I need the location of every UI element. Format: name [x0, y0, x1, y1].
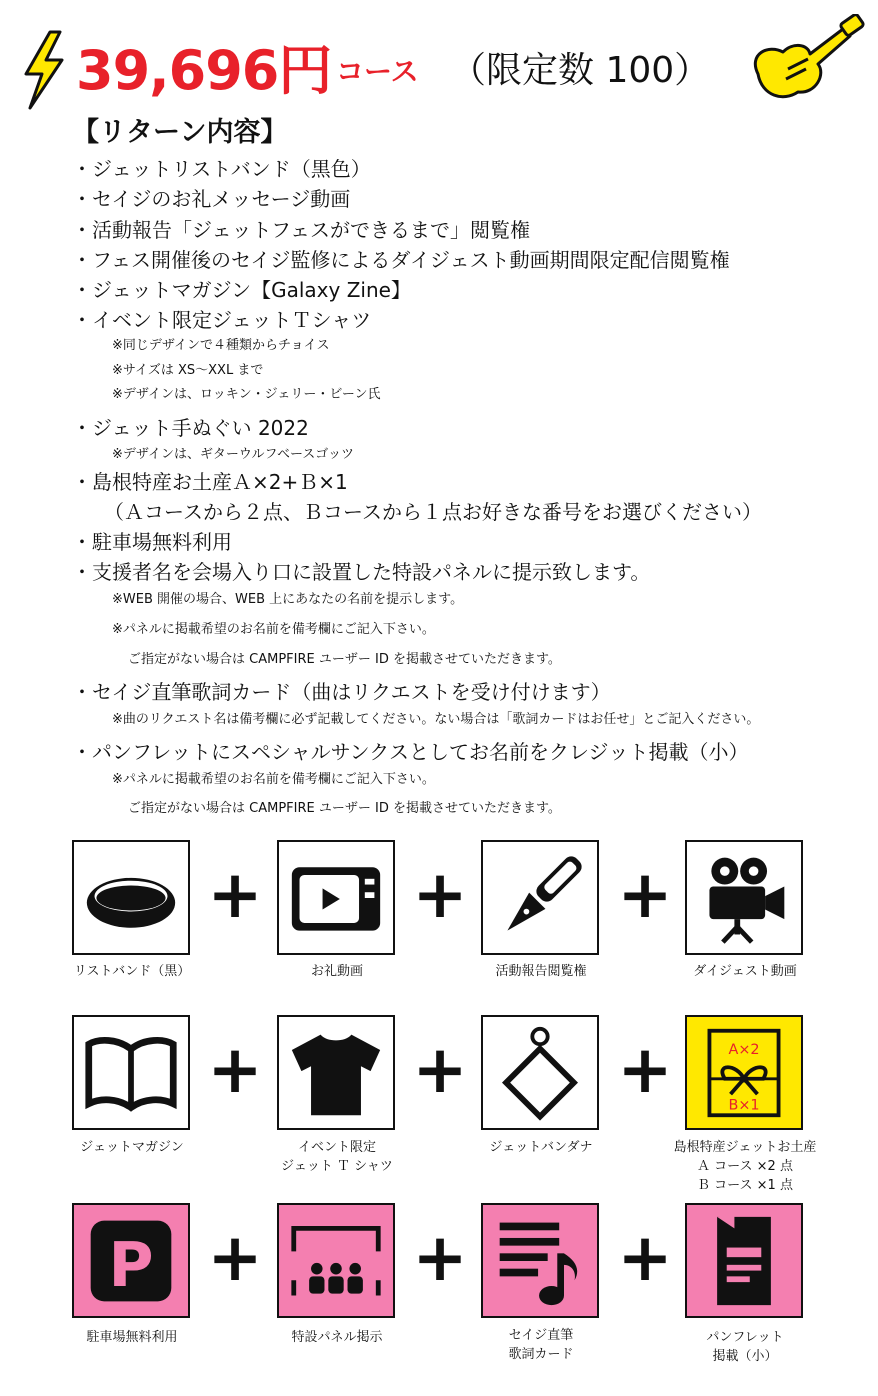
return-item: ・島根特産お土産Ａ×2+Ｂ×1 — [72, 470, 348, 494]
plus-sign: + — [617, 1031, 673, 1108]
plus-sign: + — [207, 856, 263, 933]
limit-count: （限定数 100） — [450, 50, 711, 91]
wristband-tile — [72, 840, 190, 955]
tshirt-tile — [277, 1015, 395, 1130]
return-item: ・パンフレットにスペシャルサンクスとしてお名前をクレジット掲載（小） — [72, 740, 749, 764]
movie-camera-icon — [696, 850, 792, 946]
lightning-icon — [20, 30, 68, 110]
tile-caption: セイジ直筆 歌詞カード — [508, 1328, 574, 1362]
note: ※同じデザインで４種類からチョイス — [112, 338, 330, 353]
note: ※パネルに掲載希望のお名前を備考欄にご記入下さい。 — [112, 772, 435, 787]
guitar-icon — [748, 14, 868, 104]
tile-caption: ダイジェスト動画 — [693, 964, 797, 979]
plus-sign: + — [412, 856, 468, 933]
tile-caption: ジェットマガジン — [80, 1140, 184, 1155]
plus-sign: + — [207, 1219, 263, 1296]
parking-letter: P — [108, 1229, 154, 1301]
bandana-tile — [481, 1015, 599, 1130]
section-title: 【リターン内容】 — [72, 117, 288, 148]
note: （Ａコースから２点、Ｂコースから１点お好きな番号をお選びください） — [104, 500, 762, 524]
video-icon — [288, 850, 384, 946]
return-item: ・ジェット手ぬぐい 2022 — [72, 416, 309, 440]
gift-icon — [696, 1025, 792, 1121]
return-item: ・セイジのお礼メッセージ動画 — [72, 187, 351, 211]
tile-caption: 駐車場無料利用 — [86, 1330, 178, 1345]
bandana-icon — [492, 1025, 588, 1121]
report-tile — [481, 840, 599, 955]
magazine-icon — [83, 1025, 179, 1121]
lyrics-tile — [481, 1203, 599, 1318]
plus-sign: + — [412, 1219, 468, 1296]
tile-caption: リストバンド（黒） — [73, 964, 191, 979]
return-item: ・活動報告「ジェットフェスができるまで」閲覧権 — [72, 218, 530, 242]
plus-sign: + — [617, 1219, 673, 1296]
note: ※WEB 開催の場合、WEB 上にあなたの名前を提示します。 — [112, 592, 464, 607]
video-tile — [277, 840, 395, 955]
parking-tile — [72, 1203, 190, 1318]
tile-caption: お礼動画 — [310, 964, 363, 979]
note: ※サイズは XS〜XXL まで — [112, 363, 264, 378]
tile-caption: ジェットバンダナ — [489, 1140, 593, 1155]
gift-a-label: A×2 — [728, 1041, 760, 1058]
tile-caption: イベント限定 ジェット Ｔ シャツ — [281, 1140, 393, 1174]
lyrics-card-icon — [492, 1213, 588, 1309]
course-label: コース — [336, 55, 419, 88]
note: ※パネルに掲載希望のお名前を備考欄にご記入下さい。 — [112, 622, 435, 637]
pamphlet-icon — [696, 1213, 792, 1309]
wristband-icon — [83, 850, 179, 946]
return-item: ・駐車場無料利用 — [72, 530, 232, 554]
digest-tile — [685, 840, 803, 955]
magazine-tile — [72, 1015, 190, 1130]
tile-caption: 活動報告閲覧権 — [495, 964, 587, 979]
return-item: ・支援者名を会場入り口に設置した特設パネルに提示致します。 — [72, 560, 651, 584]
panel-icon — [288, 1213, 384, 1309]
tile-caption: 特設パネル掲示 — [291, 1330, 383, 1345]
tile-caption: パンフレット 掲載（小） — [706, 1330, 784, 1364]
return-item: ・ジェットマガジン【Galaxy Zine】 — [72, 278, 411, 302]
return-item: ・セイジ直筆歌詞カード（曲はリクエストを受け付けます） — [72, 680, 611, 704]
return-item: ・ジェットリストバンド（黒色） — [72, 157, 371, 181]
panel-tile — [277, 1203, 395, 1318]
souvenir-tile — [685, 1015, 803, 1130]
plus-sign: + — [617, 856, 673, 933]
note: ※デザインは、ギターウルフベースゴッツ — [112, 447, 355, 462]
note: ご指定がない場合は CAMPFIRE ユーザー ID を掲載させていただきます。 — [128, 801, 561, 816]
note: ご指定がない場合は CAMPFIRE ユーザー ID を掲載させていただきます。 — [128, 652, 561, 667]
fountain-pen-icon — [492, 850, 588, 946]
tshirt-icon — [288, 1025, 384, 1121]
parking-icon — [83, 1213, 179, 1309]
gift-b-label: B×1 — [728, 1096, 760, 1113]
note: ※曲のリクエスト名は備考欄に必ず記載してください。ない場合は「歌詞カードはお任せ」とご記入ください。 — [112, 712, 760, 727]
return-item: ・イベント限定ジェットＴシャツ — [72, 308, 372, 332]
plus-sign: + — [207, 1031, 263, 1108]
tile-caption: 島根特産ジェットお土産 Ａ コース ×2 点 Ｂ コース ×1 点 — [673, 1140, 817, 1193]
pamphlet-tile — [685, 1203, 803, 1318]
return-item: ・フェス開催後のセイジ監修によるダイジェスト動画期間限定配信閲覧権 — [72, 248, 730, 272]
price: 39,696円 — [76, 39, 332, 102]
note: ※デザインは、ロッキン・ジェリー・ビーン氏 — [112, 387, 381, 402]
plus-sign: + — [412, 1031, 468, 1108]
